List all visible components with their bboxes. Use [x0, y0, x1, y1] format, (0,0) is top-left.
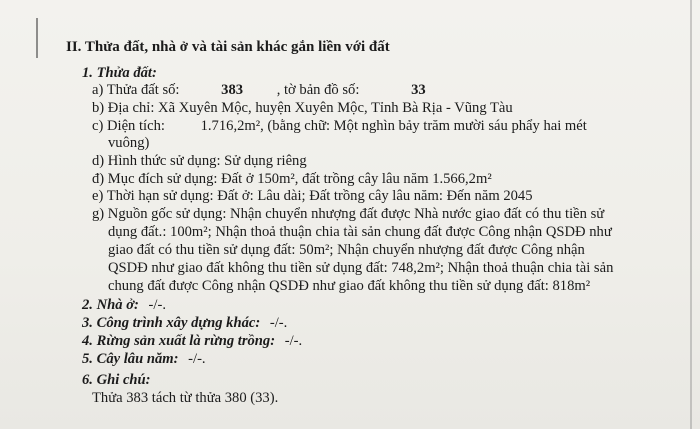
trees-line [82, 350, 206, 368]
page-edge-shadow [690, 0, 692, 429]
construction-label: 3. Công trình xây dựng khác: [82, 315, 261, 331]
origin-line-2: dụng đất.: 100m²; Nhận thoả thuận chia tài sản chung đất được Công nhận QSDĐ như [108, 224, 612, 240]
trees-label: 5. Cây lâu năm: [82, 351, 179, 367]
parcel-number: 383 [221, 82, 244, 98]
area-line-cont: vuông) [108, 135, 150, 151]
construction-line [82, 314, 287, 332]
notes-text: Thửa 383 tách từ thửa 380 (33). [92, 390, 279, 406]
area-label: c) Diện tích: [92, 118, 165, 134]
house-value: -/-. [148, 297, 166, 313]
origin-line-1: g) Nguồn gốc sử dụng: Nhận chuyển nhượng đất được Nhà nước giao đất có thu tiền sử [92, 206, 605, 222]
origin-line-5: chung đất được Công nhận QSDĐ như giao đất không thu tiền sử dụng đất: 818m² [108, 278, 591, 294]
parcel-label: a) Thửa đất số: [92, 82, 180, 98]
construction-value: -/-. [269, 315, 288, 331]
forest-label: 4. Rừng sản xuất là rừng trồng: [82, 333, 276, 349]
notes-heading: 6. Ghi chú: [82, 372, 151, 388]
map-sheet-label: , tờ bản đồ số: [276, 82, 360, 98]
land-heading: 1. Thửa đất: [82, 65, 157, 81]
trees-value: -/-. [188, 351, 206, 367]
section-title: II. Thửa đất, nhà ở và tài sản khác gắn liền với đất [66, 39, 390, 55]
map-sheet-number: 33 [411, 82, 426, 98]
area-value: 1.716,2m², (bằng chữ: Một nghìn bảy trăm mười sáu phẩy hai mét [200, 118, 587, 134]
parcel-line [92, 81, 426, 99]
forest-line [82, 332, 302, 350]
usage-form-line: d) Hình thức sử dụng: Sử dụng riêng [92, 153, 307, 169]
origin-line-3: giao đất có thu tiền sử dụng đất: 50m²; Nhận chuyển nhượng đất được Công nhận [108, 242, 585, 258]
house-label: 2. Nhà ở: [82, 297, 139, 313]
origin-line-4: QSDĐ như giao đất không thu tiền sử dụng đất: 748,2m²; Nhận thoả thuận chia tài sản [108, 260, 614, 276]
address-line: b) Địa chỉ: Xã Xuyên Mộc, huyện Xuyên Mộc, Tỉnh Bà Rịa - Vũng Tàu [92, 100, 513, 116]
page-edge-mark [36, 18, 38, 58]
house-line [82, 296, 166, 314]
usage-term-line: e) Thời hạn sử dụng: Đất ở: Lâu dài; Đất trồng cây lâu năm: Đến năm 2045 [92, 188, 533, 204]
area-line [92, 117, 587, 135]
forest-value: -/-. [284, 333, 303, 349]
usage-purpose-line: đ) Mục đích sử dụng: Đất ở 150m², đất trồng cây lâu năm 1.566,2m² [92, 171, 492, 187]
